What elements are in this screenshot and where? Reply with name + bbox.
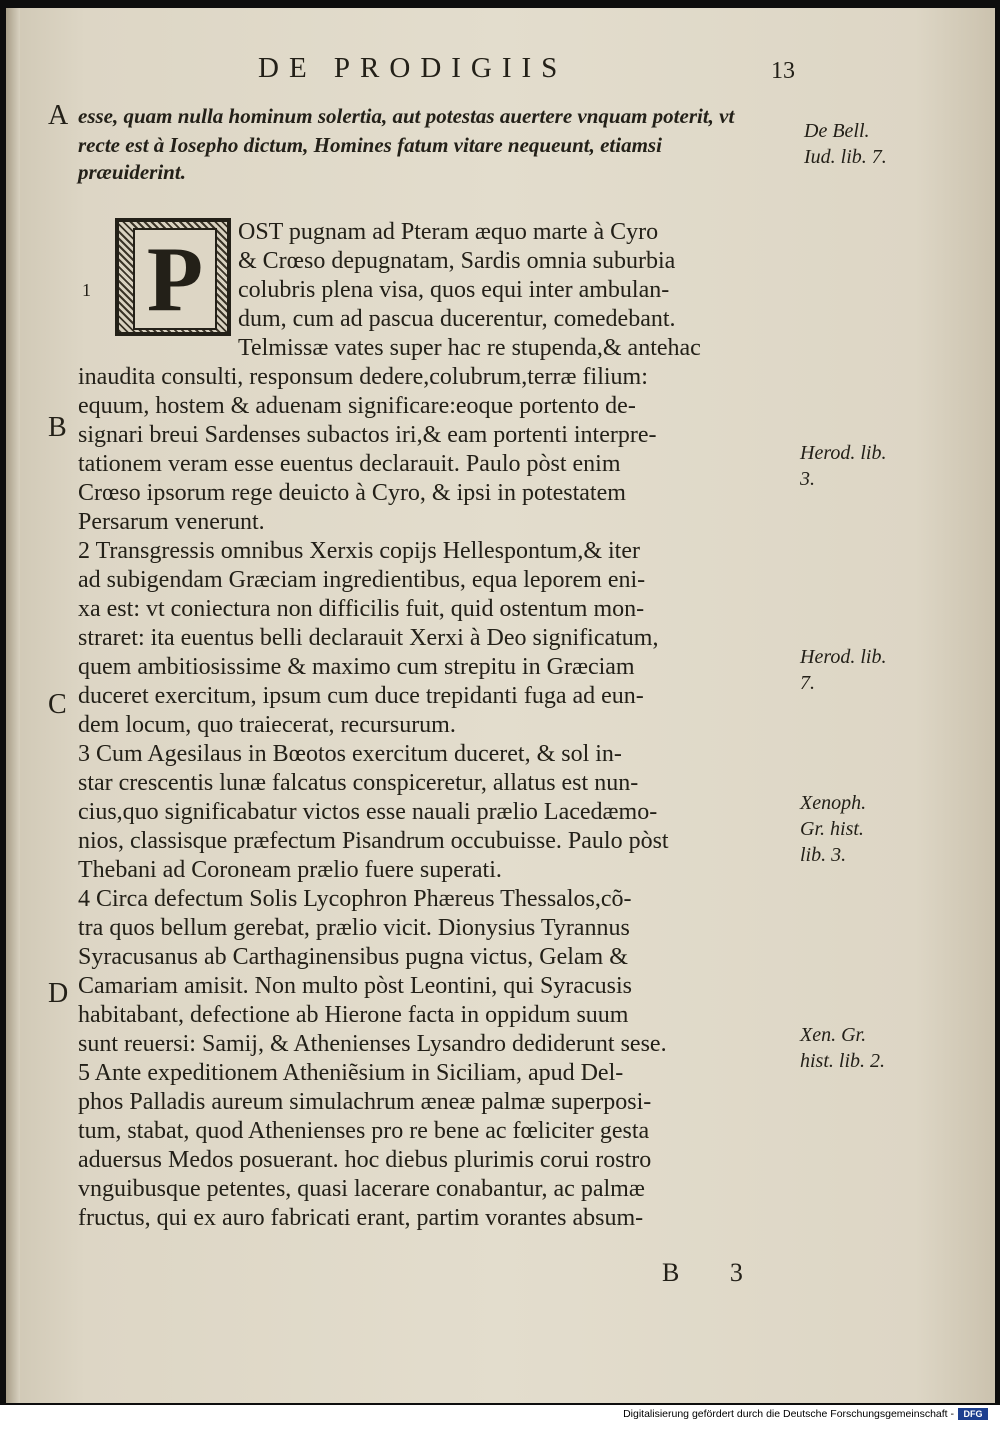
body-line: duceret exercitum, ipsum cum duce trepidanti fuga ad eun- (78, 683, 644, 709)
body-line: 4 Circa defectum Solis Lycophron Phæreus Thessalos,cõ- (78, 886, 632, 912)
body-line: habitabant, defectione ab Hierone facta in oppidum suum (78, 1002, 629, 1028)
margin-note-line: De Bell. (804, 120, 870, 142)
signature-mark: B 3 (662, 1258, 765, 1287)
margin-note (800, 1022, 885, 1074)
margin-note-line: Herod. lib. (800, 442, 887, 464)
margin-note-line: Gr. hist. (800, 818, 864, 840)
section-number: 1 (82, 280, 91, 300)
body-line: inaudita consulti, responsum dedere,colubrum,terræ filium: (78, 364, 648, 390)
quote-line: præuiderint. (78, 160, 186, 184)
body-line: sunt reuersi: Samij, & Athenienses Lysandro dediderunt sese. (78, 1031, 667, 1057)
body-line: aduersus Medos posuerant. hoc diebus plurimis corui rostro (78, 1147, 652, 1173)
body-line: tra quos bellum gerebat, prælio vicit. Dionysius Tyrannus (78, 915, 630, 941)
body-line: Persarum venerunt. (78, 509, 265, 535)
initial-letter: P (133, 228, 217, 330)
page-number: 13 (771, 58, 795, 84)
quote-line: recte est à Iosepho dictum, Homines fatum vitare nequeunt, etiamsi (78, 133, 662, 157)
body-line: tum, stabat, quod Athenienses pro re bene ac fœliciter gesta (78, 1118, 650, 1144)
quote-line: esse, quam nulla hominum solertia, aut potestas auertere vnquam poterit, vt (78, 104, 735, 128)
body-line: cius,quo significabatur victos esse nauali prælio Lacedæmo- (78, 799, 658, 825)
body-line: tationem veram esse euentus declarauit. Paulo pòst enim (78, 451, 621, 477)
body-line: dum, cum ad pascua ducerentur, comedebant. (238, 306, 676, 332)
page-gutter (6, 8, 20, 1403)
decorated-initial (115, 218, 231, 336)
body-line: fructus, qui ex auro fabricati erant, partim vorantes absum- (78, 1205, 644, 1231)
body-line: star crescentis lunæ falcatus conspiceretur, allatus est nun- (78, 770, 639, 796)
body-line: xa est: vt coniectura non difficilis fuit, quid ostentum mon- (78, 596, 645, 622)
body-line: Telmissæ vates super hac re stupenda,& antehac (238, 335, 701, 361)
body-line: OST pugnam ad Pteram æquo marte à Cyro (238, 219, 659, 245)
body-line: 3 Cum Agesilaus in Bœotos exercitum duceret, & sol in- (78, 741, 622, 767)
body-line: Thebani ad Coroneam prælio fuere superati. (78, 857, 502, 883)
margin-note-line: 7. (800, 672, 815, 694)
margin-note-line: Xen. Gr. (800, 1024, 867, 1046)
body-line: Syracusanus ab Carthaginensibus pugna victus, Gelam & (78, 944, 628, 970)
body-line: colubris plena visa, quos equi inter ambulan- (238, 277, 670, 303)
margin-note-line: lib. 3. (800, 844, 847, 866)
body-line: ad subigendam Græciam ingredientibus, equa leporem eni- (78, 567, 646, 593)
body-line: Camariam amisit. Non multo pòst Leontini, qui Syracusis (78, 973, 632, 999)
running-head: DE PRODIGIIS (258, 52, 568, 84)
digitization-credit: Digitalisierung gefördert durch die Deutsche Forschungsgemeinschaft - (623, 1408, 954, 1420)
side-letter-c: C (48, 689, 67, 720)
body-line: straret: ita euentus belli declarauit Xerxi à Deo significatum, (78, 625, 659, 651)
body-line: nios, classisque præfectum Pisandrum occubuisse. Paulo pòst (78, 828, 669, 854)
body-line: Crœso ipsorum rege deuicto à Cyro, & ipsi in potestatem (78, 480, 626, 506)
margin-note (804, 118, 887, 170)
body-line: 5 Ante expeditionem Atheniẽsium in Siciliam, apud Del- (78, 1060, 624, 1086)
margin-note (800, 644, 886, 696)
margin-note-line: hist. lib. 2. (800, 1050, 886, 1072)
body-line: & Crœso depugnatam, Sardis omnia suburbia (238, 248, 676, 274)
body-line: quem ambitiosissime & maximo cum strepitu in Græciam (78, 654, 635, 680)
body-line: signari breui Sardenses subactos iri,& eam portenti interpre- (78, 422, 657, 448)
body-line: equum, hostem & aduenam significare:eoque portento de- (78, 393, 636, 419)
body-line: dem locum, quo traiecerat, recursurum. (78, 712, 456, 738)
dfg-logo: DFG (958, 1408, 988, 1420)
side-letter-d: D (48, 978, 69, 1009)
margin-note (800, 440, 886, 492)
side-letter-a: A (48, 100, 69, 131)
side-letter-b: B (48, 412, 67, 443)
margin-note-line: Xenoph. (800, 792, 867, 814)
margin-note-line: Iud. lib. 7. (804, 146, 887, 168)
margin-note (800, 790, 866, 868)
body-line: 2 Transgressis omnibus Xerxis copijs Hellespontum,& iter (78, 538, 640, 564)
margin-note-line: Herod. lib. (800, 646, 887, 668)
body-line: phos Palladis aureum simulachrum æneæ palmæ superposi- (78, 1089, 652, 1115)
margin-note-line: 3. (800, 468, 815, 490)
body-line: vnguibusque petentes, quasi lacerare conabantur, ac palmæ (78, 1176, 645, 1202)
